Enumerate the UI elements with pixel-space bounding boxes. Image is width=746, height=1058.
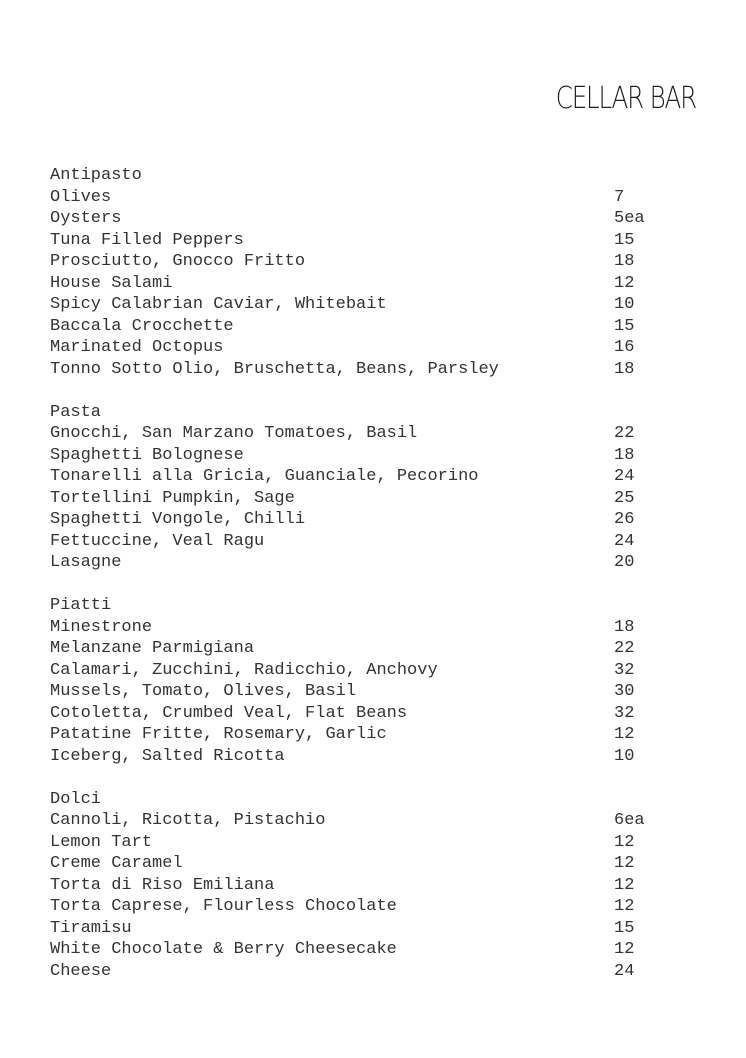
menu-item <box>50 853 670 875</box>
brand-title: CELLAR BAR <box>555 81 696 116</box>
item-price: 24 <box>614 531 635 551</box>
menu-item <box>50 724 670 746</box>
section-title: Piatti <box>50 596 112 615</box>
item-price: 7 <box>614 187 625 207</box>
menu-item <box>50 617 670 639</box>
item-price: 24 <box>614 961 635 981</box>
menu-item <box>50 918 670 940</box>
item-price: 22 <box>614 424 635 443</box>
menu-item <box>50 316 670 338</box>
item-name: Torta di Riso Emiliana <box>50 875 275 895</box>
item-price: 12 <box>614 854 635 873</box>
menu-item <box>50 251 670 273</box>
menu-item <box>50 466 670 488</box>
menu-item <box>50 875 670 897</box>
menu-item <box>50 552 670 574</box>
menu-item <box>50 359 670 381</box>
item-name: Cotoletta, Crumbed Veal, Flat Beans <box>50 703 408 723</box>
section-title: Antipasto <box>50 166 142 185</box>
item-price: 18 <box>614 359 635 379</box>
item-price: 10 <box>614 746 635 766</box>
section-title: Dolci <box>50 789 102 809</box>
menu-item <box>50 423 670 445</box>
menu-item <box>50 896 670 918</box>
menu-item <box>50 488 670 510</box>
item-price: 32 <box>614 703 635 723</box>
item-name: Spicy Calabrian Caviar, Whitebait <box>50 295 387 314</box>
item-price: 22 <box>614 639 635 658</box>
item-name: Prosciutto, Gnocco Fritto <box>50 252 306 271</box>
item-name: Iceberg, Salted Ricotta <box>50 746 285 766</box>
item-price: 12 <box>614 725 635 744</box>
item-price: 15 <box>614 918 635 938</box>
item-name: Mussels, Tomato, Olives, Basil <box>50 682 357 701</box>
menu-item <box>50 961 670 983</box>
item-name: Spaghetti Vongole, Chilli <box>50 510 306 529</box>
item-name: Melanzane Parmigiana <box>50 639 255 658</box>
item-name: Tonno Sotto Olio, Bruschetta, Beans, Parsley <box>50 359 499 379</box>
item-name: Marinated Octopus <box>50 338 224 357</box>
menu-item <box>50 273 670 295</box>
item-name: Tuna Filled Peppers <box>50 230 244 250</box>
item-price: 5ea <box>614 209 645 228</box>
menu-item <box>50 939 670 961</box>
item-price: 6ea <box>614 811 645 830</box>
section-pasta <box>50 402 670 574</box>
menu-item <box>50 810 670 832</box>
item-name: Cannoli, Ricotta, Pistachio <box>50 811 326 830</box>
item-name: Gnocchi, San Marzano Tomatoes, Basil <box>50 424 418 443</box>
item-name: Oysters <box>50 209 122 228</box>
menu-item <box>50 208 670 230</box>
item-price: 12 <box>614 832 635 852</box>
item-name: Tortellini Pumpkin, Sage <box>50 488 295 508</box>
item-price: 30 <box>614 682 635 701</box>
item-name: Cheese <box>50 961 112 981</box>
item-name: Fettuccine, Veal Ragu <box>50 531 265 551</box>
section-title: Pasta <box>50 402 102 422</box>
section-piatti <box>50 595 670 767</box>
item-name: Tiramisu <box>50 918 132 938</box>
item-name: Patatine Fritte, Rosemary, Garlic <box>50 725 387 744</box>
item-name: Spaghetti Bolognese <box>50 445 244 465</box>
menu-item <box>50 832 670 854</box>
item-name: White Chocolate & Berry Cheesecake <box>50 940 397 959</box>
item-name: Baccala Crocchette <box>50 316 234 336</box>
menu-item <box>50 660 670 682</box>
menu-list <box>50 165 670 1004</box>
item-price: 12 <box>614 897 635 916</box>
item-price: 12 <box>614 940 635 959</box>
item-price: 10 <box>614 295 635 314</box>
menu-item <box>50 681 670 703</box>
item-name: Olives <box>50 187 112 207</box>
menu-item <box>50 746 670 768</box>
menu-item <box>50 509 670 531</box>
item-price: 12 <box>614 273 635 293</box>
item-price: 12 <box>614 875 635 895</box>
item-name: Lemon Tart <box>50 832 153 852</box>
section-antipasto <box>50 165 670 380</box>
menu-item <box>50 337 670 359</box>
menu-item <box>50 445 670 467</box>
menu-item <box>50 531 670 553</box>
item-price: 25 <box>614 488 635 508</box>
item-price: 26 <box>614 510 635 529</box>
item-name: Tonarelli alla Gricia, Guanciale, Pecorino <box>50 467 479 486</box>
item-price: 15 <box>614 316 635 336</box>
item-name: Calamari, Zucchini, Radicchio, Anchovy <box>50 660 438 680</box>
item-price: 18 <box>614 252 635 271</box>
menu-item <box>50 703 670 725</box>
item-price: 32 <box>614 660 635 680</box>
item-name: Creme Caramel <box>50 854 183 873</box>
item-name: Torta Caprese, Flourless Chocolate <box>50 897 397 916</box>
menu-item <box>50 230 670 252</box>
item-price: 15 <box>614 230 635 250</box>
item-price: 16 <box>614 338 635 357</box>
menu-item <box>50 638 670 660</box>
item-price: 18 <box>614 445 635 465</box>
item-price: 24 <box>614 467 635 486</box>
item-price: 18 <box>614 617 635 637</box>
item-price: 20 <box>614 553 635 572</box>
menu-item <box>50 294 670 316</box>
item-name: Lasagne <box>50 553 122 572</box>
item-name: Minestrone <box>50 617 153 637</box>
section-dolci <box>50 789 670 983</box>
menu-item <box>50 187 670 209</box>
item-name: House Salami <box>50 273 173 293</box>
